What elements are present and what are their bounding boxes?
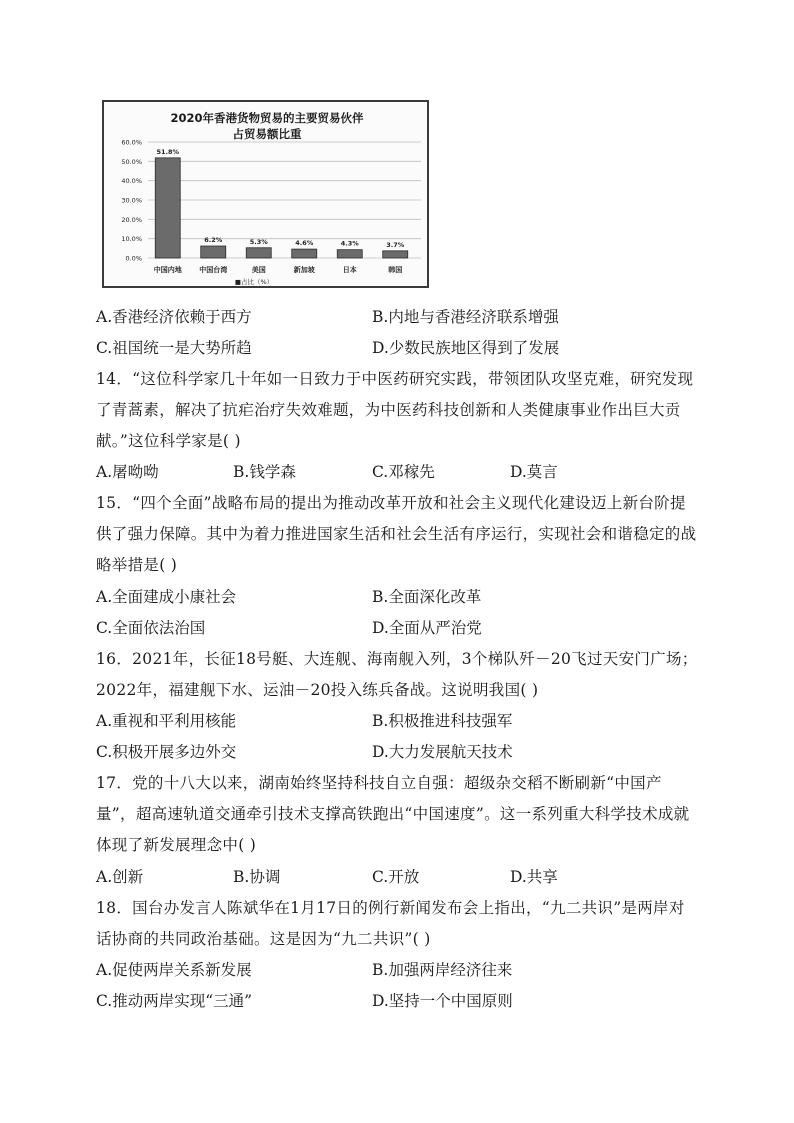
x-category-label: 韩国 <box>388 266 403 274</box>
q17-option-c: C.开放 <box>372 868 420 886</box>
q13-option-a: A.香港经济依赖于西方 <box>96 308 252 326</box>
q16-option-b: B.积极推进科技强军 <box>372 712 513 730</box>
chart-title-line-1: 2020年香港货物贸易的主要贸易伙伴 <box>170 111 364 125</box>
x-category-label: 日本 <box>342 266 357 274</box>
q13-option-d: D.少数民族地区得到了发展 <box>372 339 560 357</box>
q18-option-c: C.推动两岸实现“三通” <box>96 992 253 1010</box>
q18-option-a: A.促使两岸关系新发展 <box>96 961 252 979</box>
q16-stem: 16．2021年，长征18号艇、大连舰、海南舰入列，3个梯队歼－20飞过天安门广场；2022年，福建舰下水、运油－20投入练兵备战。这说明我国( ) <box>96 650 698 699</box>
q14-option-a: A.屠呦呦 <box>96 463 159 481</box>
chart-legend: ■占比（%） <box>234 278 274 286</box>
q14-option-c: C.邓稼先 <box>372 463 435 481</box>
q13-option-c: C.祖国统一是大势所趋 <box>96 339 252 357</box>
y-tick-label: 40.0% <box>121 177 142 186</box>
q18-option-b: B.加强两岸经济往来 <box>372 961 513 979</box>
q15-option-a: A.全面建成小康社会 <box>96 588 237 606</box>
bar <box>246 248 271 258</box>
q18-stem: 18．国台办发言人陈斌华在1月17日的例行新闻发布会上指出，“九二共识”是两岸对话协商的共同政治基础。这是因为“九二共识”( ) <box>96 899 685 948</box>
x-category-label: 中国内地 <box>153 266 182 274</box>
q15-stem: 15．“四个全面”战略布局的提出为推动改革开放和社会主义现代化建设迈上新台阶提供了强力保障。其中为着力推进国家生活和社会生活有序运行，实现社会和谐稳定的战略举措是( ) <box>96 494 697 574</box>
q15-option-d: D.全面从严治党 <box>372 619 482 637</box>
x-category-label: 美国 <box>251 266 266 274</box>
y-tick-label: 60.0% <box>121 138 142 147</box>
q17-stem: 17．党的十八大以来，湖南始终坚持科技自立自强：超级杂交稻不断刷新“中国产量”，超高速轨道交通牵引技术支撑高铁跑出“中国速度”。这一系列重大科学技术成就体现了新发展理念中( ) <box>96 774 690 854</box>
bar-value-label: 51.8% <box>156 147 180 156</box>
q13-option-b: B.内地与香港经济联系增强 <box>372 308 559 326</box>
x-category-label: 中国台湾 <box>199 266 228 274</box>
q15-option-c: C.全面依法治国 <box>96 619 206 637</box>
q17-option-a: A.创新 <box>96 868 144 886</box>
bar <box>383 251 408 258</box>
y-tick-label: 50.0% <box>121 157 142 166</box>
q16-option-d: D.大力发展航天技术 <box>372 743 513 761</box>
bar <box>201 246 226 258</box>
bar <box>155 158 180 258</box>
bar-value-label: 4.6% <box>295 239 314 248</box>
x-category-label: 新加坡 <box>293 266 315 274</box>
bar-value-label: 3.7% <box>386 240 405 249</box>
chart-title-line-2: 占贸易额比重 <box>232 127 302 141</box>
bar-chart <box>104 102 427 286</box>
trade-partner-chart <box>102 100 429 288</box>
q15-option-b: B.全面深化改革 <box>372 588 482 606</box>
y-tick-label: 0.0% <box>125 254 142 263</box>
q14-option-d: D.莫言 <box>510 463 558 481</box>
q17-option-d: D.共享 <box>510 868 558 886</box>
q18-option-d: D.坚持一个中国原则 <box>372 992 513 1010</box>
q16-option-a: A.重视和平利用核能 <box>96 712 237 730</box>
y-tick-label: 30.0% <box>121 196 142 205</box>
q14-option-b: B.钱学森 <box>233 463 296 481</box>
bar-value-label: 6.2% <box>204 236 223 245</box>
bar <box>292 249 317 258</box>
bar-value-label: 5.3% <box>249 237 268 246</box>
y-tick-label: 20.0% <box>121 215 142 224</box>
y-tick-label: 10.0% <box>121 235 142 244</box>
q17-option-b: B.协调 <box>233 868 281 886</box>
bar-value-label: 4.3% <box>340 239 359 248</box>
q16-option-c: C.积极开展多边外交 <box>96 743 237 761</box>
q14-stem: 14．“这位科学家几十年如一日致力于中医药研究实践，带领团队攻坚克难，研究发现了青蒿素，解决了抗疟治疗失效难题，为中医药科技创新和人类健康事业作出巨大贡献。”这位科学家是( ) <box>96 370 694 450</box>
bar <box>337 250 362 258</box>
